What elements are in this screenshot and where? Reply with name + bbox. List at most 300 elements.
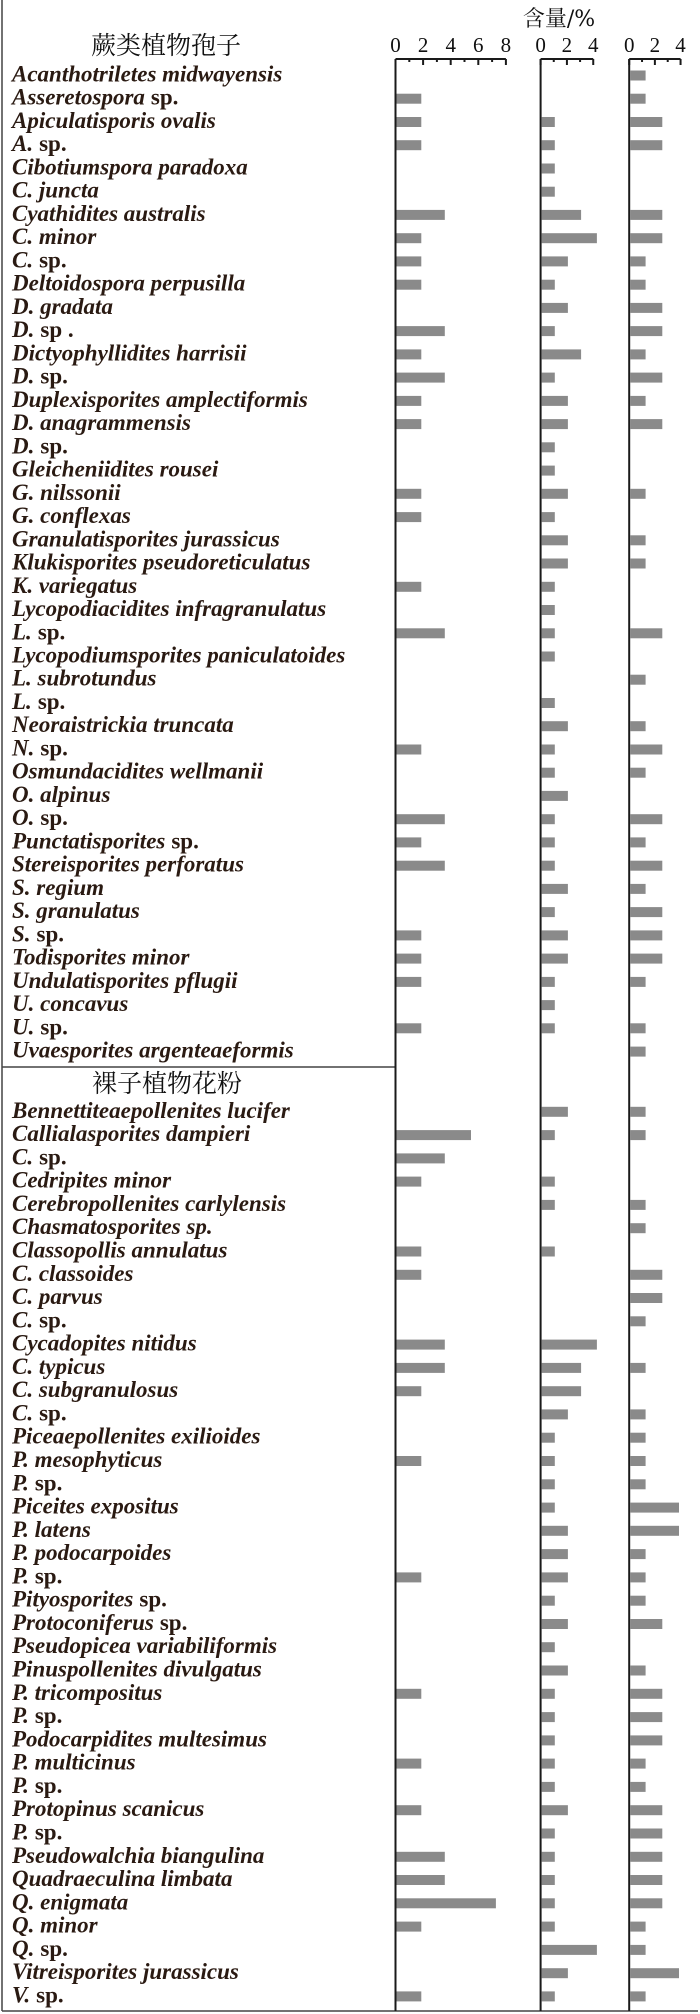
taxon-name: Cibotiumspora paradoxa xyxy=(12,154,248,180)
taxon-name: C. classoides xyxy=(12,1260,134,1286)
bar-panel-3 xyxy=(630,1503,679,1513)
taxon-name: G. nilssonii xyxy=(12,479,121,505)
taxon-qualifier: sp. xyxy=(39,1400,67,1426)
taxon-name: Acanthotriletes midwayensis xyxy=(12,61,283,87)
taxon-name: A. xyxy=(12,131,34,157)
taxon-label xyxy=(12,921,64,946)
bar-panel-1 xyxy=(397,489,422,499)
bar-panel-2 xyxy=(542,233,597,243)
bar-panel-2 xyxy=(542,1526,568,1536)
bar-panel-3 xyxy=(630,977,645,987)
taxon-label xyxy=(12,480,121,505)
taxon-row xyxy=(11,1470,646,1495)
bar-panel-1 xyxy=(397,140,422,150)
bar-panel-3 xyxy=(630,71,645,81)
bar-panel-3 xyxy=(630,1805,662,1815)
taxon-qualifier: sp. xyxy=(36,921,65,947)
taxon-row xyxy=(12,1959,679,1984)
bar-panel-1 xyxy=(397,954,422,964)
taxon-name: Asseretospora xyxy=(12,84,145,110)
tick-label: 2 xyxy=(561,33,573,57)
bar-panel-3 xyxy=(630,1945,645,1955)
tick-label: 4 xyxy=(675,33,686,57)
taxon-row xyxy=(12,968,646,993)
bar-panel-3 xyxy=(630,326,662,336)
tick-label: 2 xyxy=(649,33,661,57)
taxon-name: Apiculatisporis ovalis xyxy=(12,108,216,133)
taxon-name: D. xyxy=(12,433,35,459)
taxon-name: Bennettiteaepollenites lucifer xyxy=(12,1097,290,1123)
taxon-label xyxy=(11,596,326,621)
taxon-row xyxy=(11,1843,662,1868)
bar-panel-1 xyxy=(397,373,445,383)
taxon-name: S. regium xyxy=(12,874,105,900)
taxon-qualifier: sp. xyxy=(139,1586,167,1612)
taxon-name: Q. minor xyxy=(12,1912,98,1938)
taxon-label xyxy=(11,1796,204,1821)
bar-panel-2 xyxy=(542,907,555,917)
bar-panel-2 xyxy=(542,373,555,383)
taxon-row xyxy=(12,875,646,900)
taxon-name: Duplexisporites amplectiformis xyxy=(12,386,308,412)
bar-panel-3 xyxy=(630,233,662,243)
bar-panel-2 xyxy=(542,698,555,708)
bar-panel-2 xyxy=(542,187,555,197)
taxon-qualifier: sp. xyxy=(37,689,66,714)
bar-panel-1 xyxy=(397,1805,422,1815)
bar-panel-3 xyxy=(630,930,662,940)
taxon-row xyxy=(10,108,662,133)
bar-panel-3 xyxy=(630,1759,645,1769)
taxon-label xyxy=(12,875,104,900)
taxon-rows xyxy=(10,62,679,2008)
bar-panel-2 xyxy=(542,512,555,522)
taxon-label xyxy=(12,782,110,807)
taxon-label xyxy=(11,712,234,737)
taxon-row xyxy=(12,480,646,505)
taxon-label xyxy=(11,1657,262,1682)
bar-panel-2 xyxy=(542,210,582,220)
taxon-row xyxy=(12,921,662,946)
taxon-row xyxy=(12,1284,662,1309)
taxon-label xyxy=(12,945,190,970)
bar-panel-3 xyxy=(630,721,645,731)
taxon-row xyxy=(11,317,662,342)
taxon-row xyxy=(12,1331,597,1356)
taxon-label xyxy=(11,1726,267,1751)
bar-panel-1 xyxy=(397,628,445,638)
taxon-row xyxy=(12,178,555,203)
bar-panel-2 xyxy=(542,1456,555,1466)
taxon-row xyxy=(11,1796,662,1821)
taxon-row xyxy=(12,155,555,180)
taxon-row xyxy=(12,852,662,877)
taxon-label xyxy=(11,1633,277,1658)
taxon-name: C. minor xyxy=(12,224,97,250)
taxon-row xyxy=(12,1307,646,1332)
bar-panel-3 xyxy=(630,954,662,964)
taxon-row xyxy=(12,1261,662,1286)
taxon-row xyxy=(12,1982,646,2007)
taxon-label xyxy=(11,1843,264,1868)
bar-panel-1 xyxy=(397,1023,422,1033)
taxon-row xyxy=(12,1354,646,1379)
bar-panel-2 xyxy=(542,1945,597,1955)
taxon-row xyxy=(10,85,646,110)
taxon-name: Piceaepollenites exilioides xyxy=(12,1423,261,1449)
taxon-qualifier: sp. xyxy=(36,1982,64,2008)
taxon-name: C. xyxy=(12,1144,34,1170)
taxon-row xyxy=(12,945,662,970)
bar-panel-3 xyxy=(630,1479,645,1489)
bar-panel-2 xyxy=(542,1689,555,1699)
taxon-name: V. xyxy=(12,1982,31,2008)
taxon-name: P. xyxy=(12,1703,29,1729)
taxon-label xyxy=(11,1680,162,1705)
taxon-name: Lycopodiumsporites paniculatoides xyxy=(12,642,346,668)
bar-panel-2 xyxy=(542,466,555,476)
taxon-label xyxy=(12,1121,251,1146)
taxon-label xyxy=(11,1773,62,1798)
bar-panel-1 xyxy=(397,396,422,406)
taxon-label xyxy=(11,271,245,296)
taxon-qualifier: sp. xyxy=(150,84,179,110)
taxon-qualifier: sp. xyxy=(34,1772,63,1798)
taxon-name: C. xyxy=(12,247,34,273)
bar-panel-2 xyxy=(542,1642,555,1652)
taxon-name: Todisporites minor xyxy=(12,944,190,970)
bar-panel-3 xyxy=(630,1023,645,1033)
bar-panel-2 xyxy=(542,605,555,615)
taxon-qualifier: sp. xyxy=(171,828,199,854)
taxon-qualifier: sp. xyxy=(40,805,68,831)
bar-panel-1 xyxy=(397,280,422,290)
bar-panel-3 xyxy=(630,349,645,359)
bar-panel-3 xyxy=(630,1572,645,1582)
taxon-name: Granulatisporites jurassicus xyxy=(12,526,280,552)
taxon-label xyxy=(12,155,248,180)
taxon-row xyxy=(11,1587,646,1612)
taxon-row xyxy=(12,526,646,551)
bar-panel-3 xyxy=(630,419,662,429)
taxon-label xyxy=(10,62,282,87)
taxon-label xyxy=(11,387,308,412)
taxon-label xyxy=(12,503,131,528)
bar-panel-3 xyxy=(630,559,645,569)
bar-panel-3 xyxy=(630,303,662,313)
bar-panel-1 xyxy=(397,582,422,592)
taxon-qualifier: sp. xyxy=(40,1935,68,1961)
taxon-label xyxy=(12,1400,67,1425)
bar-panel-3 xyxy=(630,117,662,127)
bar-panel-1 xyxy=(397,1386,422,1396)
bar-panel-2 xyxy=(542,628,555,638)
bar-panel-1 xyxy=(397,1689,422,1699)
taxon-label xyxy=(11,573,137,598)
bar-panel-2 xyxy=(542,303,568,313)
taxon-name: P. latens xyxy=(12,1516,91,1542)
tick-label: 4 xyxy=(587,33,599,57)
taxon-label xyxy=(12,526,280,551)
bar-panel-2 xyxy=(542,1782,555,1792)
taxon-label xyxy=(11,666,157,691)
tick-label: 6 xyxy=(473,33,484,57)
bar-panel-2 xyxy=(542,954,568,964)
taxon-row xyxy=(12,1121,646,1146)
bar-panel-1 xyxy=(397,745,422,755)
taxon-label xyxy=(11,410,191,435)
taxon-label xyxy=(12,898,140,923)
taxon-row xyxy=(11,619,662,644)
bar-panel-3 xyxy=(630,396,645,406)
taxon-name: Classopollis annulatus xyxy=(12,1237,228,1263)
bar-panel-2 xyxy=(542,1991,555,2001)
bar-panel-2 xyxy=(542,1409,568,1419)
bar-panel-1 xyxy=(397,1363,445,1373)
taxon-name: S. granulatus xyxy=(12,898,140,924)
taxon-label xyxy=(12,852,244,877)
bar-panel-2 xyxy=(542,1247,555,1257)
bar-panel-1 xyxy=(397,1456,422,1466)
bar-panel-3 xyxy=(630,1991,645,2001)
taxon-row xyxy=(11,550,646,575)
taxon-row xyxy=(12,457,555,482)
bar-panel-2 xyxy=(542,442,555,452)
bar-panel-2 xyxy=(542,1572,568,1582)
bar-panel-3 xyxy=(630,1270,662,1280)
bar-panel-2 xyxy=(542,1666,568,1676)
bar-panel-3 xyxy=(630,1782,645,1792)
taxon-label xyxy=(12,1168,172,1193)
bar-panel-3 xyxy=(630,1316,645,1326)
taxon-row xyxy=(11,1820,662,1845)
bar-panel-1 xyxy=(397,1898,496,1908)
taxon-label xyxy=(11,736,68,761)
taxon-name: Protoconiferus xyxy=(12,1610,154,1635)
bar-panel-2 xyxy=(542,1596,555,1606)
taxon-label xyxy=(12,1261,133,1286)
taxon-qualifier: sp. xyxy=(39,1144,67,1170)
bar-panel-3 xyxy=(630,837,645,847)
bar-panel-2 xyxy=(542,745,555,755)
bar-panel-1 xyxy=(397,1572,422,1582)
taxon-label xyxy=(11,550,310,575)
taxon-row xyxy=(12,1866,662,1891)
taxon-row xyxy=(12,1214,646,1239)
bar-panel-2 xyxy=(542,1619,568,1629)
taxon-name: Pinuspollenites divulgatus xyxy=(12,1656,262,1682)
taxon-qualifier: sp. xyxy=(34,1703,63,1729)
bar-panel-3 xyxy=(630,1735,662,1745)
bar-panel-1 xyxy=(397,94,422,104)
bar-panel-2 xyxy=(542,1829,555,1839)
bar-panel-1 xyxy=(397,419,422,429)
taxon-name: Lycopodiacidites infragranulatus xyxy=(12,596,327,621)
bar-panel-2 xyxy=(542,1433,555,1443)
bar-panel-2 xyxy=(542,1503,555,1513)
taxon-label xyxy=(11,689,65,714)
bar-panel-2 xyxy=(542,1386,582,1396)
taxon-label xyxy=(11,1703,62,1728)
bar-panel-3 xyxy=(630,1293,662,1303)
bar-panel-2 xyxy=(542,1759,555,1769)
taxon-name: P. tricompositus xyxy=(12,1679,163,1705)
taxon-name: Callialasporites dampieri xyxy=(12,1121,251,1147)
taxon-label xyxy=(10,131,67,156)
taxon-row xyxy=(12,201,662,226)
bar-panel-3 xyxy=(630,535,645,545)
taxon-qualifier: sp. xyxy=(40,735,68,761)
bar-panel-3 xyxy=(630,1666,645,1676)
taxon-label xyxy=(11,1424,261,1449)
taxon-row xyxy=(12,805,662,830)
bar-panel-1 xyxy=(397,1991,422,2001)
taxon-label xyxy=(12,1936,68,1961)
taxon-name: C. xyxy=(12,1307,34,1333)
bar-panel-3 xyxy=(630,1922,645,1932)
taxon-row xyxy=(11,1494,679,1519)
taxon-label xyxy=(12,1144,67,1169)
taxon-label xyxy=(11,340,247,365)
taxon-row xyxy=(12,1913,646,1938)
bar-panel-3 xyxy=(630,1852,662,1862)
taxon-name: Gleicheniidites rousei xyxy=(12,456,219,482)
taxon-row xyxy=(11,1657,646,1682)
taxon-row xyxy=(11,340,646,365)
bar-panel-3 xyxy=(630,140,662,150)
taxon-name: Quadraeculina limbata xyxy=(12,1866,233,1891)
bar-panel-3 xyxy=(630,1223,645,1233)
bar-panel-1 xyxy=(397,1922,422,1932)
taxon-qualifier: sp . xyxy=(40,317,74,343)
bar-panel-2 xyxy=(542,1479,555,1489)
taxon-row xyxy=(11,712,646,737)
bar-panel-1 xyxy=(397,977,422,987)
bar-panel-1 xyxy=(397,930,422,940)
taxon-label xyxy=(12,457,219,482)
bar-panel-3 xyxy=(630,489,645,499)
taxon-row xyxy=(11,666,646,691)
taxon-name: Dictyophyllidites harrisii xyxy=(12,340,247,366)
taxon-row xyxy=(11,1517,679,1542)
taxon-label xyxy=(12,1982,64,2007)
taxon-qualifier: sp. xyxy=(39,247,67,273)
taxon-qualifier: sp. xyxy=(34,1819,63,1845)
bar-panel-2 xyxy=(542,1177,555,1187)
taxon-name: Pityosporites xyxy=(12,1586,134,1612)
taxon-name: O. xyxy=(12,805,35,831)
taxon-label xyxy=(11,294,113,319)
bar-panel-1 xyxy=(397,837,422,847)
bar-panel-3 xyxy=(630,280,645,290)
taxon-row xyxy=(11,1680,662,1705)
taxon-name: Vitreisporites jurassicus xyxy=(12,1959,239,1985)
bar-panel-1 xyxy=(397,1153,445,1163)
bar-panel-3 xyxy=(630,1596,645,1606)
taxon-name: Undulatisporites pflugii xyxy=(12,967,238,993)
group-header-fern-spores: 蕨类植物孢子 xyxy=(90,31,242,60)
bar-panel-3 xyxy=(630,884,645,894)
bar-panel-1 xyxy=(397,117,422,127)
tick-label: 0 xyxy=(535,33,546,57)
bar-panel-1 xyxy=(397,1852,445,1862)
taxon-row xyxy=(12,503,555,528)
bar-panel-3 xyxy=(630,745,662,755)
taxon-label xyxy=(12,178,99,203)
taxon-row xyxy=(12,1191,646,1216)
taxon-label xyxy=(12,224,97,249)
bar-panel-2 xyxy=(542,768,555,778)
bar-panel-3 xyxy=(630,373,662,383)
taxon-name: Osmundacidites wellmanii xyxy=(12,758,264,784)
bar-panel-2 xyxy=(542,256,568,266)
bar-panel-3 xyxy=(630,1689,662,1699)
taxon-name: K. variegatus xyxy=(12,572,138,598)
bar-panel-2 xyxy=(542,814,555,824)
bar-panel-1 xyxy=(397,512,422,522)
chart-title: 含量/% xyxy=(522,7,596,32)
taxon-row xyxy=(11,364,662,389)
bar-panel-3 xyxy=(630,1130,645,1140)
taxon-row xyxy=(12,991,555,1016)
taxon-name: O. alpinus xyxy=(12,781,111,807)
taxon-row xyxy=(12,898,662,923)
bar-panel-2 xyxy=(542,1023,555,1033)
taxon-row xyxy=(12,759,646,784)
bar-panel-1 xyxy=(397,814,445,824)
bar-panel-3 xyxy=(630,1456,645,1466)
taxon-name: Punctatisporites xyxy=(12,828,166,854)
taxon-qualifier: sp. xyxy=(34,1563,63,1589)
taxon-name: D. anagrammensis xyxy=(12,410,191,436)
tick-label: 2 xyxy=(417,33,429,57)
taxon-label xyxy=(12,1307,67,1332)
taxon-name: Cycadopites nitidus xyxy=(12,1330,197,1356)
taxon-row xyxy=(11,1633,555,1658)
taxon-row xyxy=(11,433,555,458)
taxon-row xyxy=(11,736,662,761)
bar-panel-1 xyxy=(397,1875,445,1885)
bar-panel-3 xyxy=(630,1712,662,1722)
bar-panel-3 xyxy=(630,1875,662,1885)
taxon-label xyxy=(12,1377,178,1402)
taxon-name: U. xyxy=(12,1014,35,1040)
taxon-name: C. parvus xyxy=(12,1284,103,1309)
bar-panel-2 xyxy=(542,791,568,801)
taxon-label xyxy=(11,1470,62,1495)
taxon-row xyxy=(12,1238,555,1263)
bar-panel-2 xyxy=(542,721,568,731)
bar-panel-1 xyxy=(397,1130,472,1140)
taxon-label xyxy=(12,1191,286,1216)
taxon-label xyxy=(11,1563,62,1588)
taxon-name: Podocarpidites multesimus xyxy=(12,1726,267,1752)
bar-panel-1 xyxy=(397,1247,422,1257)
taxon-label xyxy=(10,85,178,110)
bar-panel-1 xyxy=(397,349,422,359)
taxon-name: Klukisporites pseudoreticulatus xyxy=(12,549,311,575)
bar-panel-2 xyxy=(542,1875,555,1885)
taxon-name: Pseudopicea variabiliformis xyxy=(12,1633,278,1659)
taxon-label xyxy=(11,1517,91,1542)
taxon-label xyxy=(11,1447,162,1472)
bar-panel-2 xyxy=(542,164,555,174)
taxon-name: P. xyxy=(12,1470,29,1496)
bar-panel-3 xyxy=(630,814,662,824)
taxon-name: Neoraistrickia truncata xyxy=(12,712,234,738)
bar-panel-3 xyxy=(630,1107,645,1117)
taxon-label xyxy=(12,1913,99,1938)
